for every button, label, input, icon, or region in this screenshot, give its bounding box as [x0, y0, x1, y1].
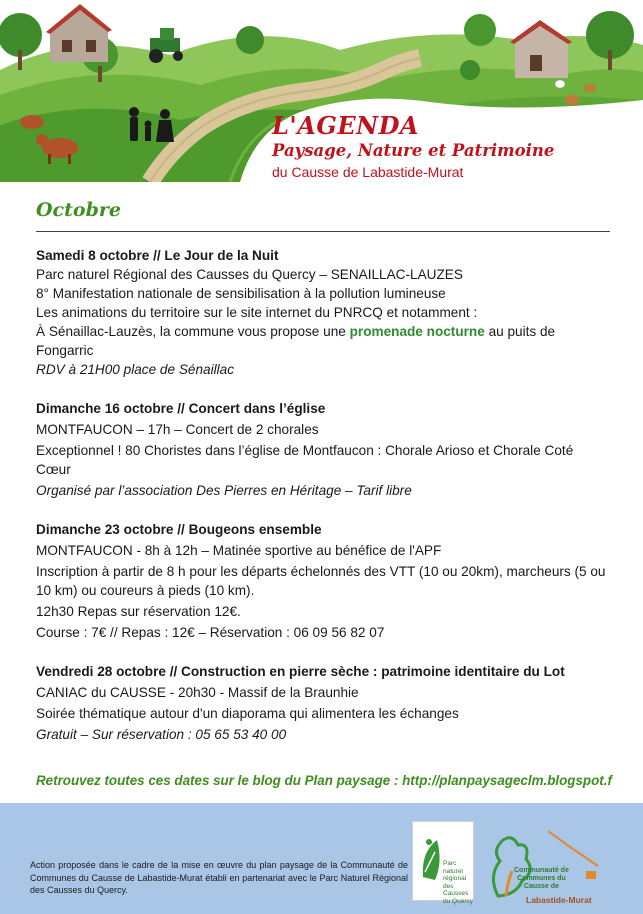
event-item — [36, 662, 610, 744]
pnr-line: régional — [443, 875, 467, 882]
event-title: Dimanche 23 octobre // Bougeons ensemble — [36, 522, 322, 537]
pnr-line: Parc — [443, 860, 457, 867]
event-line: Les animations du territoire sur le site internet du PNRCQ et notamment : — [36, 305, 478, 320]
event-item — [36, 399, 610, 500]
event-line — [36, 322, 610, 360]
blog-link[interactable]: Retrouvez toutes ces dates sur le blog du Plan paysage : http://planpaysageclm.blogspot.f — [36, 773, 612, 788]
pnr-logo — [412, 821, 474, 905]
pnr-line: naturel — [443, 867, 463, 875]
agenda-title: L'AGENDA — [272, 111, 420, 140]
pnr-line: du Quercy — [443, 897, 473, 905]
event-title: Dimanche 16 octobre // Concert dans l’église — [36, 401, 326, 416]
agenda-place: du Causse de Labastide-Murat — [272, 164, 464, 180]
event-line: Parc naturel Régional des Causses du Quercy – SENAILLAC-LAUZES — [36, 267, 463, 282]
heading-divider — [36, 231, 610, 232]
cc-line: Causse de — [523, 883, 559, 890]
event-text: À Sénaillac-Lauzès, la commune vous propose une — [36, 324, 350, 339]
event-line: Course : 7€ // Repas : 12€ – Réservation : 06 09 56 82 07 — [36, 625, 385, 640]
event-line: Soirée thématique autour d'un diaporama qui alimentera les échanges — [36, 706, 459, 721]
event-note: Gratuit – Sur réservation : 05 65 53 40 00 — [36, 727, 287, 742]
event-line: MONTFAUCON – 17h – Concert de 2 chorales — [36, 422, 319, 437]
event-note: Organisé par l’association Des Pierres en Héritage – Tarif libre — [36, 483, 412, 498]
event-title: Vendredi 28 octobre // Construction en pierre sèche : patrimoine identitaire du Lot — [36, 664, 565, 679]
event-line: CANIAC du CAUSSE - 20h30 - Massif de la Braunhie — [36, 685, 359, 700]
event-item — [36, 246, 610, 379]
event-line: 8° Manifestation nationale de sensibilisation à la pollution lumineuse — [36, 286, 446, 301]
community-logo-place: Labastide-Murat — [526, 895, 592, 905]
event-line: Inscription à partir de 8 h pour les départs échelonnés des VTT (10 ou 20km), marcheurs (5 ou 10 km) ou coureurs à pieds (10 km). — [36, 564, 606, 598]
event-item — [36, 520, 610, 642]
community-logo-text — [514, 867, 569, 891]
pnr-logo-text — [443, 860, 473, 905]
footer-text: Action proposée dans le cadre de la mise en œuvre du plan paysage de la Communauté de Communes du Causse de Labastide-Murat établi en partenariat avec le Parc Naturel Régional des Causses du Quercy. — [30, 860, 408, 895]
footer — [0, 803, 643, 914]
cc-line: Communauté de — [514, 867, 569, 874]
pnr-line: des Causses — [443, 882, 469, 897]
event-line: 12h30 Repas sur réservation 12€. — [36, 604, 241, 619]
agenda-subtitle: Paysage, Nature et Patrimoine — [272, 141, 555, 160]
event-text: au puits de Fongarric — [36, 324, 556, 358]
events-list — [36, 246, 610, 764]
header-banner — [0, 0, 643, 182]
event-title: Samedi 8 octobre // Le Jour de la Nuit — [36, 248, 279, 263]
event-line: MONTFAUCON - 8h à 12h – Matinée sportive au bénéfice de l'APF — [36, 543, 442, 558]
agenda-title-block — [272, 112, 554, 182]
event-line: Exceptionnel ! 80 Choristes dans l’église de Montfaucon : Chorale Arioso et Chorale Coté Cœur — [36, 443, 574, 477]
cc-line: Communes du — [517, 875, 566, 882]
month-heading: Octobre — [36, 199, 121, 221]
event-highlight: promenade nocturne — [349, 324, 485, 339]
event-note: RDV à 21H00 place de Sénaillac — [36, 362, 234, 377]
community-logo — [478, 821, 610, 905]
